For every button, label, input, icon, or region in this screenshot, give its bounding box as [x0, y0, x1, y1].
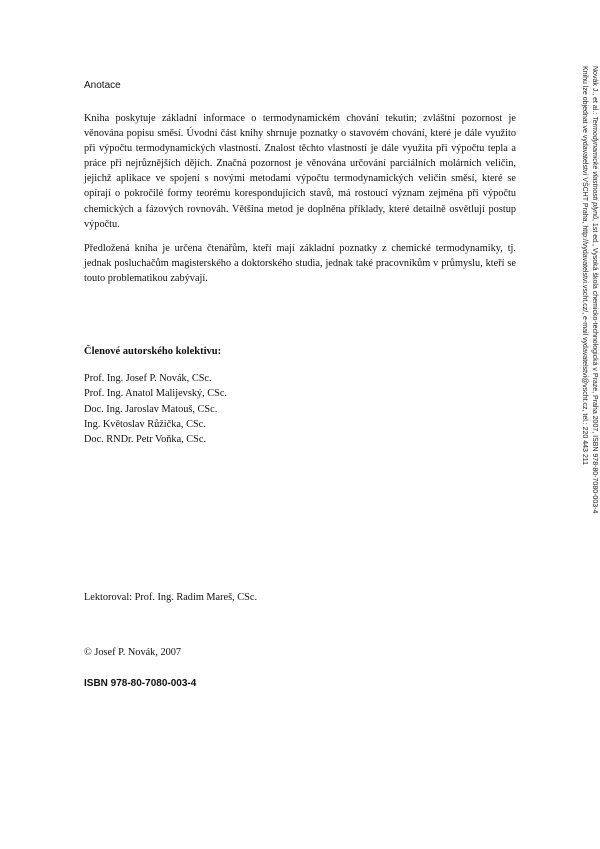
author-item: Doc. RNDr. Petr Voňka, CSc.: [84, 434, 207, 446]
annotation-paragraph-2: Předložená kniha je určena čtenářům, kteří mají základní poznatky z chemické termodynamiky, tj. jednak posluchačům magisterského a doktorského studia, jednak také pracovníkům v průmyslu, kteří se touto problematikou zabývají.: [84, 243, 516, 285]
author-item: Prof. Ing. Josef P. Novák, CSc.: [84, 373, 212, 384]
author-list: [84, 371, 516, 447]
author-item: Ing. Květoslav Růžička, CSc.: [84, 418, 206, 430]
citation-line-2: Knihu lze objednat ve vydavatelství VŠCHT Praha, http://vydavatelstvi.vscht.cz/, e-mail vydavatelstvi@vscht.cz, tel.: 220 443 211: [581, 66, 589, 466]
citation-details: , 1st ed., Vysoká škola chemicko-technologická v Praze, Praha 2007, ISBN 978-80-7080-003-4: [591, 219, 598, 514]
citation-line-1: [590, 66, 600, 586]
author-item: Prof. Ing. Anatol Malijevský, CSc.: [84, 388, 228, 400]
annotation-paragraph-1: Kniha poskytuje základní informace o termodynamickém chování tekutin; zvláštní pozornost je věnována popisu směsí. Úvodní část knihy shrnuje poznatky o stavovém chování, které je dále využito při výpočtu termodynamických vlastností. Znalost těchto vlastností je dále využita při výpočtu tepla a práce při nejrůznějších dějích. Značná pozornost je věnována určování parciálních molárních veličin, jejichž aplikace ve spojení s novými metodami výpočtu termodynamických veličin směsí, které se opírají o pokročilé formy teorému korespondujících stavů, má rostoucí význam zejména při výpočtu chemických a fázových rovnováh. Většina metod je doplněna příklady, které detailně osvětlují postup výpočtu.: [84, 113, 516, 230]
citation-title: Termodynamické vlastnosti plynů: [591, 116, 598, 220]
reviewer-line: Lektoroval: Prof. Ing. Radim Mareš, CSc.: [84, 592, 258, 603]
isbn-line: ISBN 978-80-7080-003-4: [84, 678, 197, 689]
author-item: Doc. Ing. Jaroslav Matouš, CSc.: [84, 403, 218, 415]
annotation-heading: Anotace: [84, 80, 121, 91]
authors-heading: Členové autorského kolektivu:: [84, 346, 222, 357]
copyright-line: © Josef P. Novák, 2007: [84, 647, 182, 658]
citation-authors: Novák J., et al.:: [591, 66, 598, 115]
citation-side-note: [565, 66, 599, 586]
